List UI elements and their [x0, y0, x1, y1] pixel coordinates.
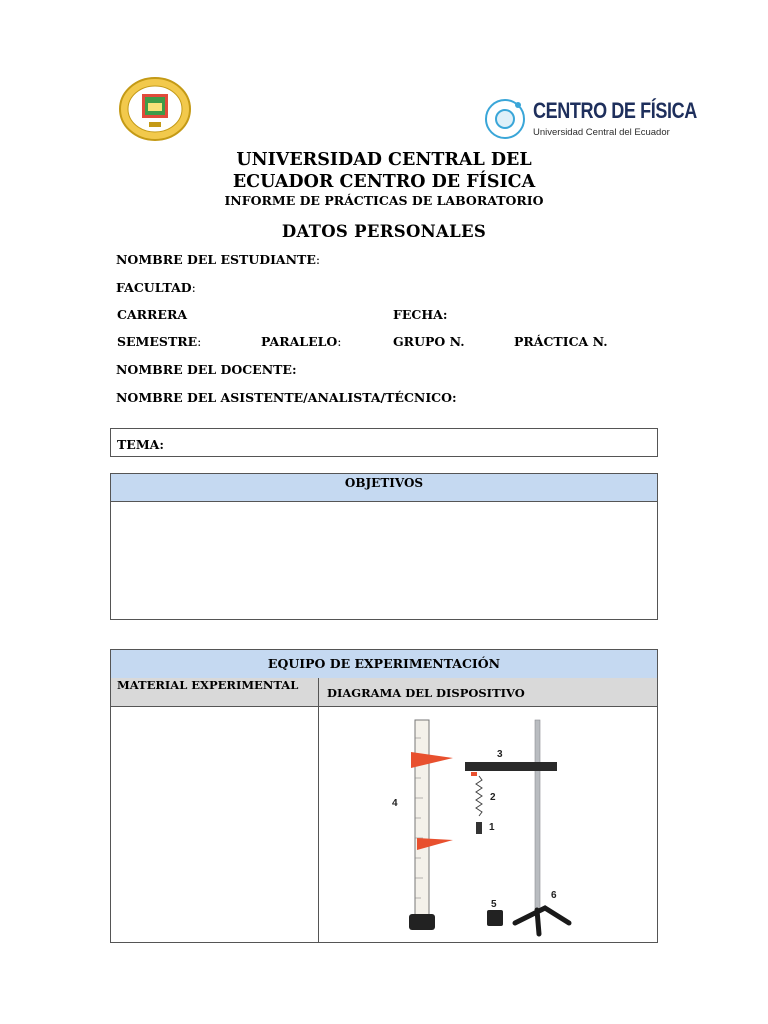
brand-title: CENTRO DE FÍSICA — [533, 98, 697, 123]
parallel-field: PARALELO: — [261, 334, 342, 349]
diagram-label-2: 2 — [490, 792, 496, 803]
diagram-label-1: 1 — [489, 822, 495, 833]
spring-shape — [476, 776, 482, 816]
device-diagram-image — [347, 718, 607, 940]
objetivos-content-area[interactable] — [110, 501, 658, 620]
diagram-column-header: DIAGRAMA DEL DISPOSITIVO — [327, 686, 525, 700]
equipo-column-headers — [111, 678, 657, 707]
diagram-label-4: 4 — [392, 798, 398, 809]
holder-bar-shape — [465, 762, 557, 771]
centro-fisica-logo — [483, 96, 697, 142]
diagram-label-6: 6 — [551, 890, 557, 901]
ruler-shape — [415, 720, 429, 918]
mass-shape — [476, 822, 482, 834]
tema-label: TEMA: — [117, 437, 164, 452]
lower-pointer-shape — [417, 838, 453, 850]
diagram-label-5: 5 — [491, 899, 497, 910]
ruler-base-shape — [409, 914, 435, 930]
assistant-name-field: NOMBRE DEL ASISTENTE/ANALISTA/TÉCNICO: — [116, 390, 457, 405]
objetivos-heading: OBJETIVOS — [110, 473, 658, 502]
university-seal-logo — [118, 76, 192, 142]
column-divider — [318, 678, 319, 943]
upper-pointer-shape — [411, 752, 453, 768]
material-column-header: MATERIAL EXPERIMENTAL — [117, 678, 299, 692]
stand-rod-shape — [535, 720, 540, 910]
stand-base-shape — [515, 908, 569, 934]
practice-number-field: PRÁCTICA N. — [514, 334, 608, 349]
diagram-label-3: 3 — [497, 749, 503, 760]
document-subtitle: INFORME DE PRÁCTICAS DE LABORATORIO — [224, 193, 544, 208]
group-number-field: GRUPO N. — [393, 334, 465, 349]
personal-data-heading: DATOS PERSONALES — [281, 222, 487, 241]
document-title-line2: ECUADOR CENTRO DE FÍSICA — [232, 172, 536, 192]
career-field: CARRERA — [117, 307, 188, 322]
weight-piece-shape — [487, 910, 503, 926]
date-field: FECHA: — [393, 307, 448, 322]
student-name-field: NOMBRE DEL ESTUDIANTE: — [116, 252, 321, 267]
equipo-table — [110, 649, 658, 943]
document-title-line1: UNIVERSIDAD CENTRAL DEL — [236, 150, 532, 170]
semester-field: SEMESTRE: — [117, 334, 202, 349]
faculty-field: FACULTAD: — [116, 280, 196, 295]
teacher-name-field: NOMBRE DEL DOCENTE: — [116, 362, 297, 377]
brand-subtitle: Universidad Central del Ecuador — [533, 127, 670, 138]
tema-box[interactable] — [110, 428, 658, 457]
equipo-heading: EQUIPO DE EXPERIMENTACIÓN — [111, 650, 657, 679]
